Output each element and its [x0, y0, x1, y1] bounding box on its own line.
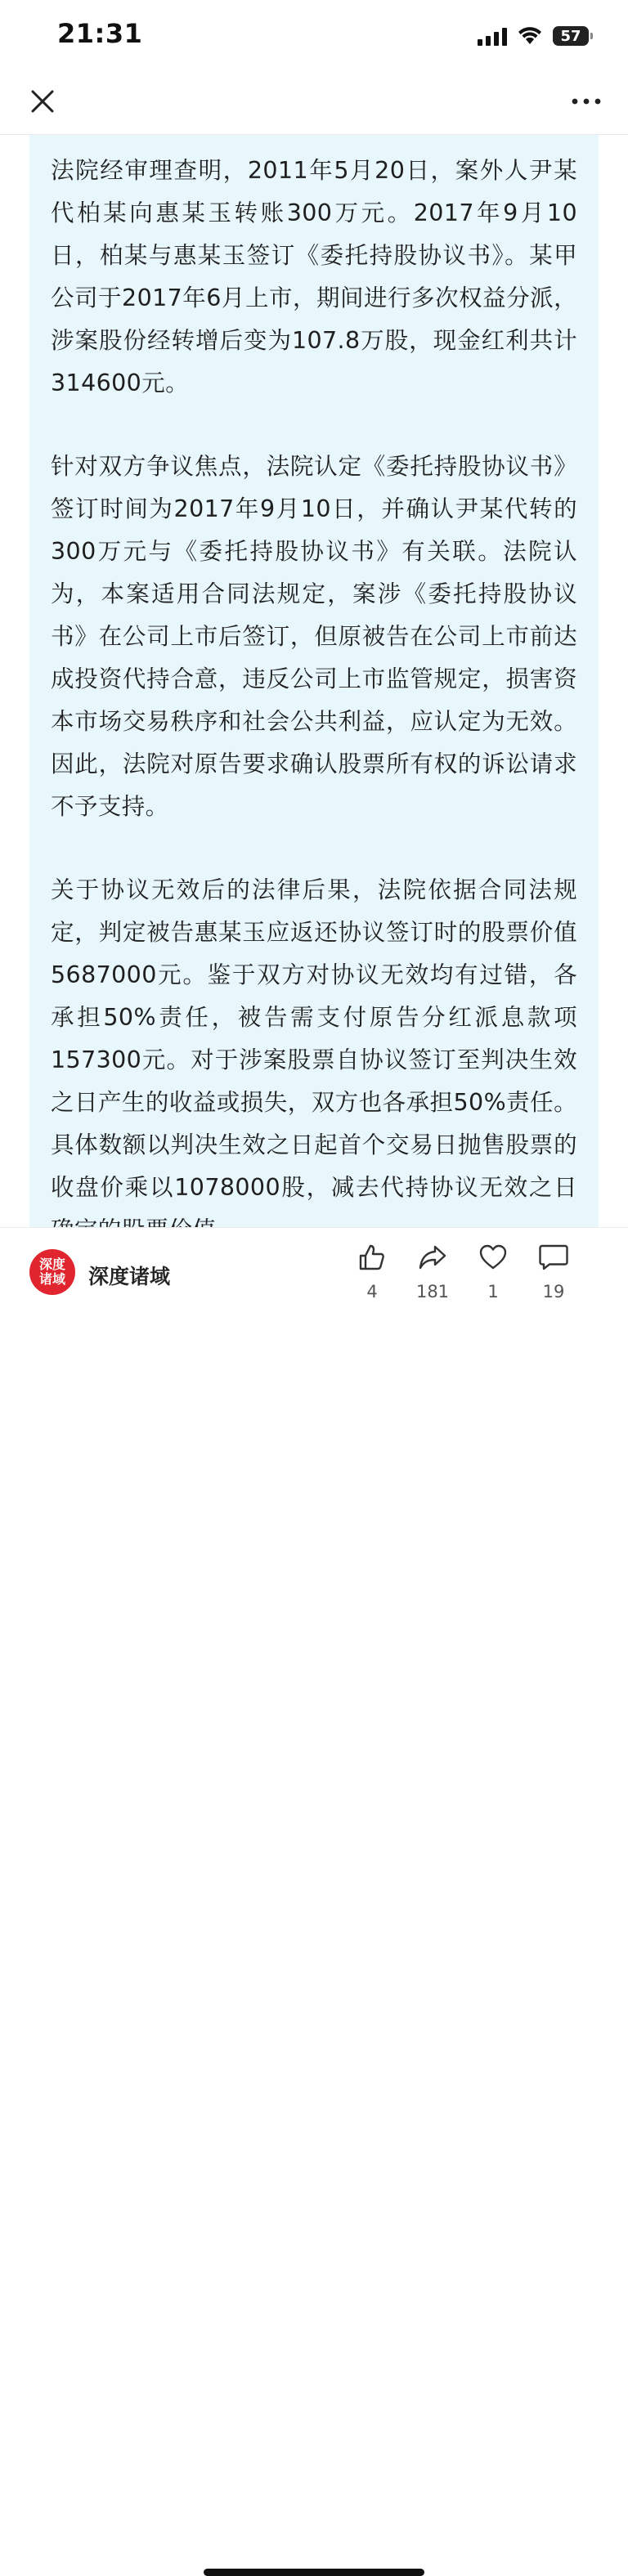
favorite-count: 1 [487, 1282, 499, 1301]
close-icon [30, 89, 55, 114]
comment-count: 19 [542, 1282, 565, 1301]
share-button[interactable] [404, 1241, 461, 1315]
wifi-icon [517, 26, 543, 46]
article-content[interactable] [29, 135, 599, 1227]
article-paragraph: 法院经审理查明，2011年5月20日，案外人尹某代柏某向惠某玉转账300万元。2017年9月10日，柏某与惠某玉签订《委托持股协议书》。某甲公司于2017年6月上市，期间进行多次权益分派，涉案股份经转增后变为107.8万股，现金红利共计314600元。 [51, 157, 577, 396]
close-button[interactable] [25, 83, 61, 119]
favorite-button[interactable] [464, 1241, 522, 1315]
top-nav [0, 72, 628, 135]
like-button[interactable] [343, 1241, 401, 1315]
home-indicator[interactable] [204, 2569, 424, 2576]
share-icon [418, 1243, 447, 1272]
status-time: 21:31 [57, 18, 143, 49]
heart-icon [478, 1243, 508, 1272]
share-count: 181 [415, 1282, 450, 1301]
action-bar [343, 1241, 605, 1315]
more-button[interactable] [566, 83, 607, 119]
avatar-text: 深度诸域 [38, 1257, 65, 1287]
article-paragraph: 关于协议无效后的法律后果，法院依据合同法规定，判定被告惠某玉应返还协议签订时的股票价值5687000元。鉴于双方对协议无效均有过错，各承担50%责任，被告需支付原告分红派息款项157300元。对于涉案股票自协议签订至判决生效之日产生的收益或损失，双方也各承担50%责任。具体数额以判决生效之日起首个交易日抛售股票的收盘价乘以1078000股，减去代持协议无效之日 [51, 876, 577, 1201]
like-count: 4 [366, 1282, 378, 1301]
thumbs-up-icon [357, 1243, 387, 1272]
status-bar [0, 0, 628, 72]
author-avatar[interactable] [29, 1249, 75, 1295]
comment-button[interactable] [525, 1241, 582, 1315]
more-icon [572, 98, 601, 105]
article-body [29, 135, 599, 1252]
author-name[interactable]: 深度诸域 [88, 1265, 171, 1288]
status-icons [478, 23, 589, 49]
cellular-signal-icon [478, 26, 507, 46]
battery-icon: 57 [553, 26, 589, 46]
bottom-bar [0, 1227, 628, 1360]
article-paragraph: 针对双方争议焦点，法院认定《委托持股协议书》签订时间为2017年9月10日，并确认尹某代转的300万元与《委托持股协议书》有关联。法院认为，本案适用合同法规定，案涉《委托持股协议书》在公司上市后签订，但原被告在公司上市前达成投资代持合意，违反公司上市监管规定，损害资本市场交易秩序和社会公共利益，应认定为无效。因此，法院对原告要求确认股票所有权的诉讼请求不予支持。 [51, 453, 577, 820]
comment-icon [538, 1243, 569, 1272]
